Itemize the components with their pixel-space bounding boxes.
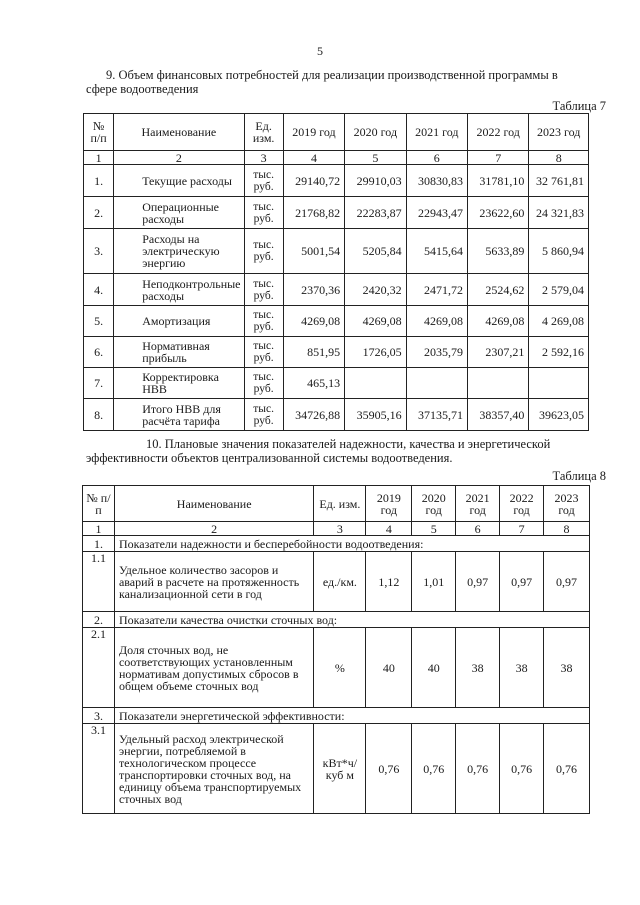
header-cell: № п/п	[83, 486, 115, 522]
row-unit: тыс. руб.	[244, 274, 283, 306]
header-cell: 2020 год	[412, 486, 456, 522]
value-cell: 4 269,08	[529, 306, 589, 337]
row-number: 1.	[84, 165, 114, 197]
value-cell: 2 579,04	[529, 274, 589, 306]
header-cell: Наименование	[114, 486, 313, 522]
value-cell: 0,97	[544, 552, 590, 612]
row-number: 1.1	[83, 552, 115, 612]
value-cell: 29910,03	[345, 165, 406, 197]
header-cell: 2020 год	[345, 114, 406, 151]
value-cell: 2420,32	[345, 274, 406, 306]
row-name: Доля сточных вод, не соответствующих установленным нормативам допустимых сбросов в общем объеме сточных вод	[114, 628, 313, 708]
index-cell: 2	[114, 522, 313, 536]
row-name: Операционные расходы	[114, 197, 244, 229]
row-unit: тыс. руб.	[244, 197, 283, 229]
row-name: Расходы на электрическую энергию	[114, 229, 244, 274]
table-row	[84, 165, 589, 197]
value-cell: 0,76	[544, 724, 590, 814]
value-cell: 1,01	[412, 552, 456, 612]
value-cell: 5 860,94	[529, 229, 589, 274]
header-cell: 2021 год	[406, 114, 467, 151]
row-name: Удельный расход электрической энергии, потребляемой в технологическом процессе транспортировки сточных вод, на единицу объема транспортируемых сточных вод	[114, 724, 313, 814]
row-name: Текущие расходы	[114, 165, 244, 197]
row-number: 2.1	[83, 628, 115, 708]
value-cell: 22943,47	[406, 197, 467, 229]
row-number: 5.	[84, 306, 114, 337]
section-10-heading	[86, 437, 606, 465]
value-cell: 4269,08	[406, 306, 467, 337]
value-cell: 32 761,81	[529, 165, 589, 197]
header-cell: Наименование	[114, 114, 244, 151]
section-9-line2: сфере водоотведения	[86, 82, 199, 96]
value-cell: 24 321,83	[529, 197, 589, 229]
value-cell	[406, 368, 467, 399]
value-cell: 35905,16	[345, 399, 406, 431]
value-cell: 0,76	[366, 724, 412, 814]
group-title: Показатели энергетической эффективности:	[114, 708, 589, 724]
group-title: Показатели качества очистки сточных вод:	[114, 612, 589, 628]
value-cell	[467, 368, 528, 399]
table-row	[83, 628, 590, 708]
row-unit: тыс. руб.	[244, 229, 283, 274]
row-unit: тыс. руб.	[244, 368, 283, 399]
group-row	[83, 612, 590, 628]
value-cell: 38	[456, 628, 500, 708]
row-number: 3.1	[83, 724, 115, 814]
header-cell: 2022 год	[467, 114, 528, 151]
table-8-header-row	[83, 486, 590, 522]
index-cell: 1	[84, 151, 114, 165]
table-7-index-row	[84, 151, 589, 165]
row-name: Удельное количество засоров и аварий в расчете на протяженность канализационной сети в год	[114, 552, 313, 612]
header-cell: 2022 год	[500, 486, 544, 522]
value-cell: 851,95	[283, 337, 344, 368]
value-cell: 0,97	[456, 552, 500, 612]
value-cell: 37135,71	[406, 399, 467, 431]
group-row	[83, 536, 590, 552]
group-title: Показатели надежности и бесперебойности водоотведения:	[114, 536, 589, 552]
row-number: 4.	[84, 274, 114, 306]
group-number: 1.	[83, 536, 115, 552]
value-cell: 2471,72	[406, 274, 467, 306]
index-cell: 8	[544, 522, 590, 536]
value-cell: 4269,08	[345, 306, 406, 337]
value-cell: 38	[544, 628, 590, 708]
table-7-caption: Таблица 7	[552, 99, 606, 113]
index-cell: 4	[366, 522, 412, 536]
section-10-line1: 10. Плановые значения показателей надежности, качества и энергетической	[146, 437, 551, 451]
header-cell: Ед. изм.	[244, 114, 283, 151]
value-cell: 40	[366, 628, 412, 708]
header-cell: № п/п	[84, 114, 114, 151]
value-cell: 2307,21	[467, 337, 528, 368]
value-cell: 21768,82	[283, 197, 344, 229]
row-unit: тыс. руб.	[244, 399, 283, 431]
value-cell: 30830,83	[406, 165, 467, 197]
section-9-heading	[86, 68, 606, 96]
index-cell: 1	[83, 522, 115, 536]
value-cell: 2524,62	[467, 274, 528, 306]
header-cell: 2023 год	[529, 114, 589, 151]
value-cell	[529, 368, 589, 399]
header-cell: Ед. изм.	[314, 486, 366, 522]
row-unit: ед./км.	[314, 552, 366, 612]
value-cell: 38	[500, 628, 544, 708]
value-cell: 5415,64	[406, 229, 467, 274]
table-row	[84, 399, 589, 431]
table-8	[82, 485, 590, 814]
section-10-line2: эффективности объектов централизованной системы водоотведения.	[86, 451, 453, 465]
index-cell: 7	[467, 151, 528, 165]
table-row	[83, 724, 590, 814]
row-unit: тыс. руб.	[244, 337, 283, 368]
value-cell: 29140,72	[283, 165, 344, 197]
group-number: 2.	[83, 612, 115, 628]
table-row	[84, 306, 589, 337]
value-cell: 0,76	[412, 724, 456, 814]
value-cell	[345, 368, 406, 399]
row-unit: %	[314, 628, 366, 708]
row-name: Нормативная прибыль	[114, 337, 244, 368]
value-cell: 4269,08	[283, 306, 344, 337]
header-cell: 2021 год	[456, 486, 500, 522]
index-cell: 4	[283, 151, 344, 165]
table-7-header-row	[84, 114, 589, 151]
header-cell: 2023 год	[544, 486, 590, 522]
row-number: 2.	[84, 197, 114, 229]
value-cell: 39623,05	[529, 399, 589, 431]
table-8-index-row	[83, 522, 590, 536]
value-cell: 5001,54	[283, 229, 344, 274]
row-number: 7.	[84, 368, 114, 399]
value-cell: 0,76	[456, 724, 500, 814]
row-number: 8.	[84, 399, 114, 431]
table-8-caption: Таблица 8	[552, 469, 606, 483]
index-cell: 3	[244, 151, 283, 165]
value-cell: 4269,08	[467, 306, 528, 337]
value-cell: 1726,05	[345, 337, 406, 368]
table-row	[84, 274, 589, 306]
header-cell: 2019 год	[366, 486, 412, 522]
value-cell: 2 592,16	[529, 337, 589, 368]
table-row	[83, 552, 590, 612]
table-row	[84, 197, 589, 229]
value-cell: 34726,88	[283, 399, 344, 431]
row-name: Неподконтрольные расходы	[114, 274, 244, 306]
index-cell: 7	[500, 522, 544, 536]
value-cell: 31781,10	[467, 165, 528, 197]
page-number: 5	[317, 44, 323, 58]
value-cell: 23622,60	[467, 197, 528, 229]
table-row	[84, 368, 589, 399]
value-cell: 38357,40	[467, 399, 528, 431]
row-name: Амортизация	[114, 306, 244, 337]
row-name: Итого НВВ для расчёта тарифа	[114, 399, 244, 431]
value-cell: 0,76	[500, 724, 544, 814]
value-cell: 1,12	[366, 552, 412, 612]
index-cell: 6	[456, 522, 500, 536]
value-cell: 465,13	[283, 368, 344, 399]
row-unit: тыс. руб.	[244, 306, 283, 337]
value-cell: 22283,87	[345, 197, 406, 229]
group-number: 3.	[83, 708, 115, 724]
row-unit: кВт*ч/ куб м	[314, 724, 366, 814]
index-cell: 6	[406, 151, 467, 165]
section-9-line1: 9. Объем финансовых потребностей для реализации производственной программы в	[106, 68, 558, 82]
index-cell: 5	[345, 151, 406, 165]
index-cell: 2	[114, 151, 244, 165]
value-cell: 2035,79	[406, 337, 467, 368]
value-cell: 0,97	[500, 552, 544, 612]
value-cell: 5633,89	[467, 229, 528, 274]
value-cell: 2370,36	[283, 274, 344, 306]
row-unit: тыс. руб.	[244, 165, 283, 197]
table-row	[84, 337, 589, 368]
value-cell: 5205,84	[345, 229, 406, 274]
table-row	[84, 229, 589, 274]
value-cell: 40	[412, 628, 456, 708]
row-name: Корректировка НВВ	[114, 368, 244, 399]
index-cell: 3	[314, 522, 366, 536]
group-row	[83, 708, 590, 724]
index-cell: 5	[412, 522, 456, 536]
row-number: 3.	[84, 229, 114, 274]
table-7	[83, 113, 589, 431]
index-cell: 8	[529, 151, 589, 165]
header-cell: 2019 год	[283, 114, 344, 151]
row-number: 6.	[84, 337, 114, 368]
